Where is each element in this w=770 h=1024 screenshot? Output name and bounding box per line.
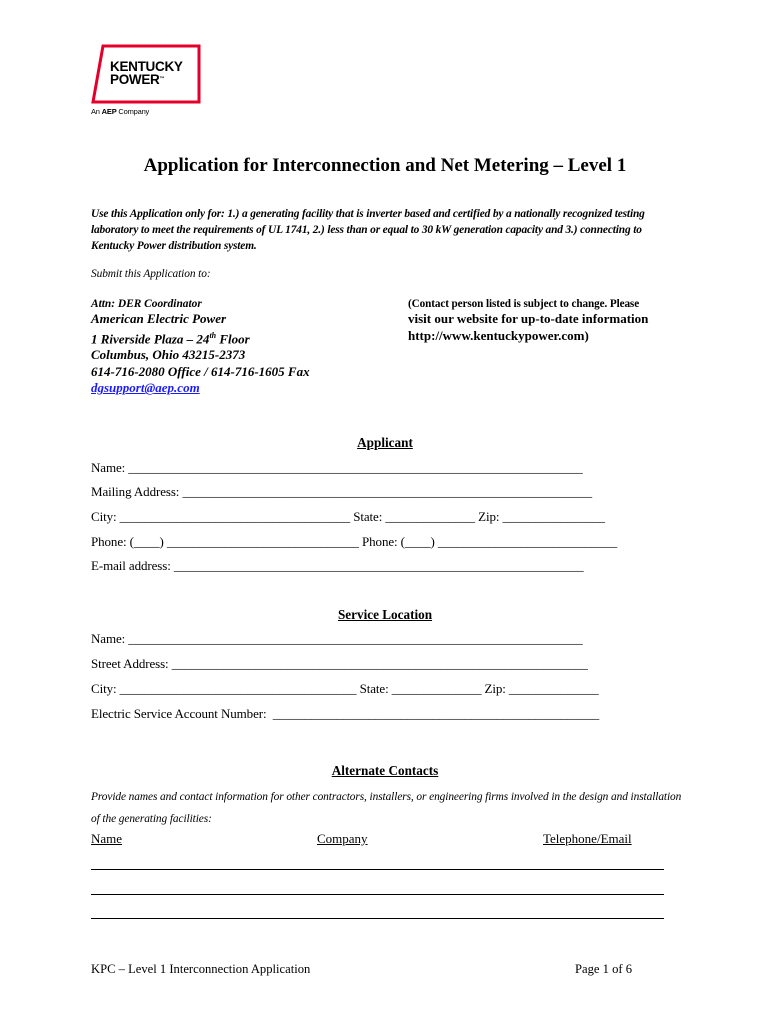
contact-note-line1: (Contact person listed is subject to change. Please [408, 298, 640, 310]
logo-tagline-brand: AEP [101, 107, 117, 116]
address-city: Columbus, Ohio 43215-2373 [91, 347, 246, 363]
alternate-contacts-note: Provide names and contact information for other contractors, installers, or engineering firms involved in the design and installation of the generating facilities: [91, 791, 682, 825]
page-title: Application for Interconnection and Net Metering – Level 1 [143, 155, 627, 176]
service-street-field[interactable]: Street Address: _________________________________________________________________ [91, 656, 588, 671]
submit-label: Submit this Application to: [91, 268, 211, 280]
address-block [91, 297, 310, 397]
alternate-contact-line[interactable] [91, 869, 664, 870]
column-telephone-email: Telephone/Email [543, 831, 632, 846]
contact-note-link[interactable]: http://www.kentuckypower.com) [408, 327, 589, 343]
applicant-heading: Applicant [357, 435, 413, 450]
service-name-field[interactable]: Name: _______________________________________________________________________ [91, 631, 583, 646]
alternate-contacts-heading: Alternate Contacts [331, 763, 439, 778]
address-street-sup: th [209, 330, 217, 340]
logo-tagline [91, 107, 149, 116]
address-email-link[interactable]: dgsupport@aep.com [91, 380, 200, 396]
applicant-email-field[interactable]: E-mail address: ________________________________________________________________ [91, 558, 584, 573]
column-company: Company [317, 831, 368, 846]
contact-note [408, 297, 698, 344]
page-number: Page 1 of 6 [575, 962, 633, 976]
address-street [91, 328, 310, 348]
logo-tm: ™ [159, 76, 165, 82]
footer-title: KPC – Level 1 Interconnection Application [91, 962, 311, 976]
applicant-city-state-zip-field[interactable]: City: ____________________________________ State: ______________ Zip: ________________ [91, 509, 605, 524]
logo-line1: KENTUCKY [110, 59, 183, 74]
address-attn: Attn: DER Coordinator [91, 298, 202, 310]
logo-tagline-pre: An [91, 107, 100, 116]
kentucky-power-logo [110, 60, 183, 86]
alternate-contact-line[interactable] [91, 918, 664, 919]
applicant-name-field[interactable]: Name: _______________________________________________________________________ [91, 460, 583, 475]
service-location-heading: Service Location [337, 607, 433, 622]
intro-text: Use this Application only for: 1.) a generating facility that is inverter based and certified by a nationally recognized testing laboratory to meet the requirements of UL 1741, 2.) less than or equal to 30 kW generation capacity and 3.) connecting to Kentucky Power distribution system. [91, 208, 645, 252]
address-phone: 614-716-2080 Office / 614-716-1605 Fax [91, 363, 310, 379]
alternate-contact-line[interactable] [91, 894, 664, 895]
applicant-phone-field[interactable]: Phone: (____) ______________________________ Phone: (____) ____________________________ [91, 534, 618, 549]
contact-note-line2: visit our website for up-to-date information [408, 311, 649, 326]
logo-tagline-post: Company [118, 107, 150, 116]
address-company: American Electric Power [91, 311, 227, 326]
service-account-field[interactable]: Electric Service Account Number: ___________________________________________________ [91, 706, 600, 721]
applicant-mailing-field[interactable]: Mailing Address: ________________________________________________________________ [91, 484, 593, 499]
logo-line2: POWER [110, 72, 160, 87]
address-street-post: Floor [216, 330, 250, 346]
column-name: Name [91, 831, 123, 846]
address-street-pre: 1 Riverside Plaza – 24 [91, 330, 210, 346]
service-city-state-zip-field[interactable]: City: _____________________________________ State: ______________ Zip: ______________ [91, 681, 599, 696]
